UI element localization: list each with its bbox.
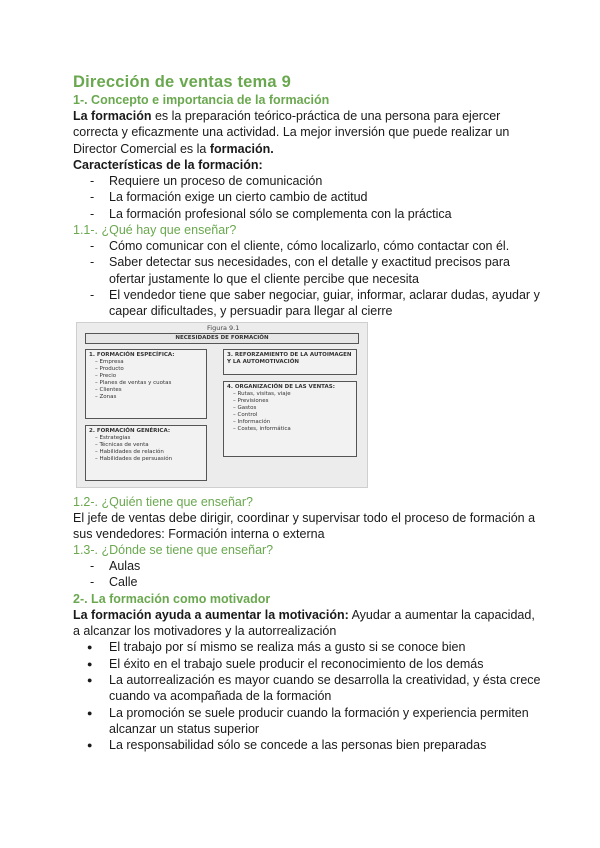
list-item: - Requiere un proceso de comunicación [73,173,543,189]
figure-box-item: – Estrategias [95,434,131,441]
list-item: ● La autorrealización es mayor cuando se desarrolla la creatividad, y ésta crece cuando va acompañada de la formación [73,672,543,705]
figure-box-generic [85,425,207,481]
motivation-paragraph [73,607,543,640]
list-item: - La formación profesional sólo se complementa con la práctica [73,206,543,222]
what-to-teach-list [73,238,543,319]
motivation-bold: La formación ayuda a aumentar la motivación: [73,607,349,622]
figure-box-item: – Rutas, visitas, viaje [233,390,291,397]
figure-box-specific [85,349,207,419]
motivation-text: Ayudar a aumentar la capacidad, a alcanzar los motivadores y la autorrealización [73,607,535,639]
list-item: - Cómo comunicar con el cliente, cómo localizarlo, cómo contactar con él. [73,238,543,254]
figure-box-title: 2. FORMACIÓN GENÉRICA: [89,427,171,434]
list-item: ● El trabajo por sí mismo se realiza más a gusto si se conoce bien [73,639,543,655]
figure-box-item: – Técnicas de venta [95,441,149,448]
list-item: - Aulas [73,558,543,574]
list-item: ● La promoción se suele producir cuando la formación y experiencia permiten alcanzar un status superior [73,705,543,738]
definition-paragraph [73,108,543,157]
figure-box-item: – Clientes [95,386,122,393]
where-to-teach-list [73,558,543,591]
figure-box-item: – Planes de ventas y cuotas [95,379,172,386]
section-2-heading: 2-. La formación como motivador [73,591,271,606]
figure-box-self-image [223,349,357,375]
figure-box-item: – Empresa [95,358,124,365]
figure-box-title: 3. REFORZAMIENTO DE LA AUTOIMAGEN Y LA AUTOMOTIVACIÓN [227,351,352,365]
document-page [73,72,543,753]
who-teaches-heading: 1.2-. ¿Quién tiene que enseñar? [73,494,253,509]
figure-box-item: – Zonas [95,393,117,400]
figure-box-item: – Habilidades de relación [95,448,164,455]
what-to-teach-heading: 1.1-. ¿Qué hay que enseñar? [73,223,237,238]
characteristics-heading: Características de la formación: [73,157,263,172]
figure-box-item: – Gastos [233,404,257,411]
list-item: ● El éxito en el trabajo suele producir el reconocimiento de los demás [73,656,543,672]
list-item: - El vendedor tiene que saber negociar, guiar, informar, aclarar dudas, ayudar y capear dificultades, y persuadir para llegar al cierre [73,287,543,320]
figure-box-sales-org [223,381,357,457]
figure-caption: Figura 9.1 [207,323,240,332]
document-title: Dirección de ventas tema 9 [73,73,291,91]
list-item: - Saber detectar sus necesidades, con el detalle y exactitud precisos para ofertar justamente lo que el cliente percibe que necesita [73,254,543,287]
list-item: - La formación exige un cierto cambio de actitud [73,189,543,205]
motivation-list [73,639,543,753]
who-teaches-text: El jefe de ventas debe dirigir, coordinar y supervisar todo el proceso de formación a sus vendedores: Formación interna o externa [73,510,536,541]
figure-header: NECESIDADES DE FORMACIÓN [85,333,359,344]
figure-box-item: – Información [233,418,271,425]
figure-box-item: – Habilidades de persuasión [95,455,173,462]
characteristics-list [73,173,543,222]
training-needs-figure [76,322,368,488]
definition-bold: La formación [73,109,152,123]
figure-box-item: – Costes, informática [233,425,291,432]
list-item: ● La responsabilidad sólo se concede a las personas bien preparadas [73,737,543,753]
figure-box-item: – Control [233,411,258,418]
definition-end: formación. [209,141,274,156]
list-item: - Calle [73,574,543,590]
figure-box-item: – Producto [95,365,124,372]
definition-text: es la preparación teórico-práctica de una persona para ejercer correcta y eficazmente una actividad. La mejor inversión que puede realizar un Director Comercial es la [73,109,510,156]
figure-box-title: 4. ORGANIZACIÓN DE LAS VENTAS: [227,383,335,390]
where-to-teach-heading: 1.3-. ¿Dónde se tiene que enseñar? [73,543,274,558]
figure-box-item: – Precio [95,372,117,379]
section-1-heading: 1-. Concepto e importancia de la formación [73,93,330,107]
figure-box-title: 1. FORMACIÓN ESPECÍFICA: [89,351,175,358]
figure-box-item: – Previsiones [233,397,269,404]
